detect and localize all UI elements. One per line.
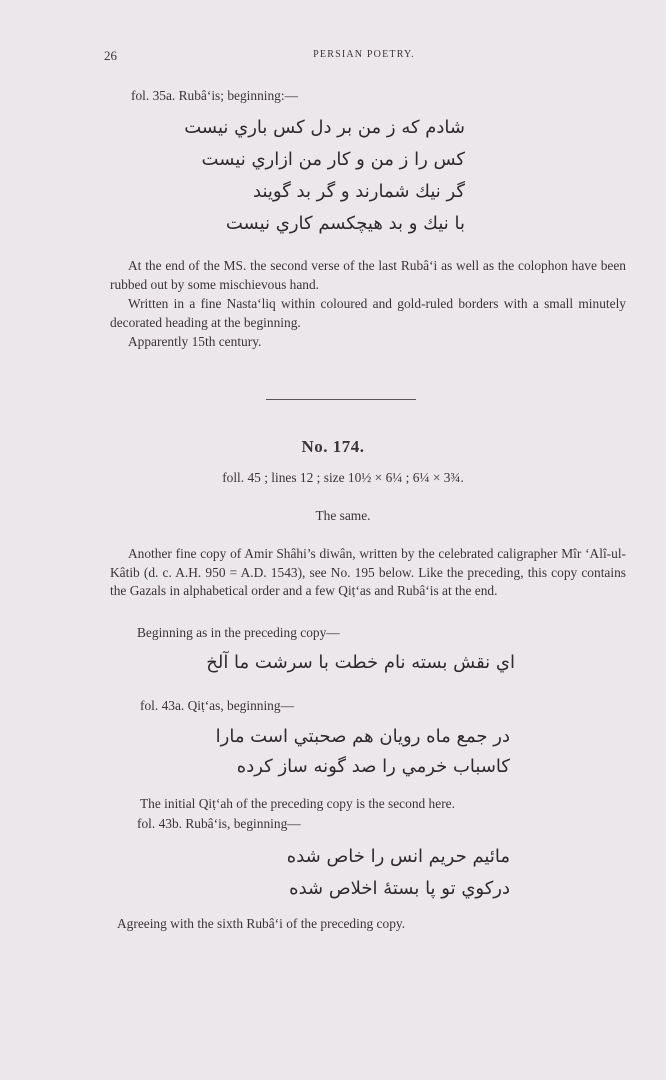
rubai-verse-2: کس را ز من و کار من ازاري نیست bbox=[201, 149, 465, 170]
beginning-verse: اي نقش بسته نام خطت با سرشت ما آلخ bbox=[206, 652, 515, 673]
date-note bbox=[110, 333, 626, 352]
rubai-verse-1: شادم که ز من بر دل کس باري نیست bbox=[184, 117, 465, 138]
script-description-text: Written in a fine Nasta‘liq within coloured and gold-ruled borders with a small minutely decorated heading at the beginning. bbox=[110, 296, 626, 330]
rubai2-verse-2: درکوي تو پا بستهٔ اخلاص شده bbox=[289, 878, 510, 899]
folio-35a-line: fol. 35a. Rubâ‘is; beginning:— bbox=[131, 88, 298, 103]
beginning-line: Beginning as in the preceding copy— bbox=[137, 625, 340, 640]
folio-43b-line: fol. 43b. Rubâ‘is, beginning— bbox=[137, 816, 301, 831]
colophon-note bbox=[110, 257, 626, 294]
entry-number-heading: No. 174. bbox=[301, 437, 365, 456]
entry-description-text: Another fine copy of Amir Shâhi’s diwân, written by the celebrated caligrapher Mîr ‘Alî-ul-Kâtib (d. c. A.H. 950 = A.D. 1543), see No. 195 below. Like the preceding, this copy contains the Gazals in alphabetical order and a few Qiṭ‘as and Rubâ‘is at the end. bbox=[110, 546, 626, 598]
page-number: 26 bbox=[104, 48, 117, 63]
rubai-verse-4: با نیك و بد هیچکسم کاري نیست bbox=[225, 213, 465, 234]
script-description bbox=[110, 295, 626, 332]
qita-verse-2: کاسباب خرمي را صد گونه ساز کرده bbox=[236, 756, 510, 777]
rubai-verse-3: گر نیك شمارند و گر بد گویند bbox=[253, 181, 465, 202]
folio-43a-line: fol. 43a. Qiṭ‘as, beginning— bbox=[140, 698, 294, 713]
initial-qitah-note: The initial Qiṭ‘ah of the preceding copy is the second here. bbox=[140, 796, 455, 811]
running-head: PERSIAN POETRY. bbox=[313, 49, 415, 60]
closing-note: Agreeing with the sixth Rubâ‘i of the preceding copy. bbox=[117, 916, 406, 931]
entry-subtitle: The same. bbox=[315, 508, 371, 523]
qita-verse-1: در جمع ماه رویان هم صحبتي است مارا bbox=[215, 726, 510, 747]
rubai2-verse-1: مائیم حریم انس را خاص شده bbox=[286, 846, 510, 867]
section-divider bbox=[266, 399, 416, 400]
date-note-text: Apparently 15th century. bbox=[128, 334, 262, 349]
entry-specs: foll. 45 ; lines 12 ; size 10½ × 6¼ ; 6¼ × 3¾. bbox=[222, 470, 464, 485]
entry-description bbox=[110, 545, 626, 601]
colophon-note-text: At the end of the MS. the second verse of the last Rubâ‘i as well as the colophon have been rubbed out by some mischievous hand. bbox=[110, 258, 626, 292]
page-header bbox=[104, 48, 624, 68]
